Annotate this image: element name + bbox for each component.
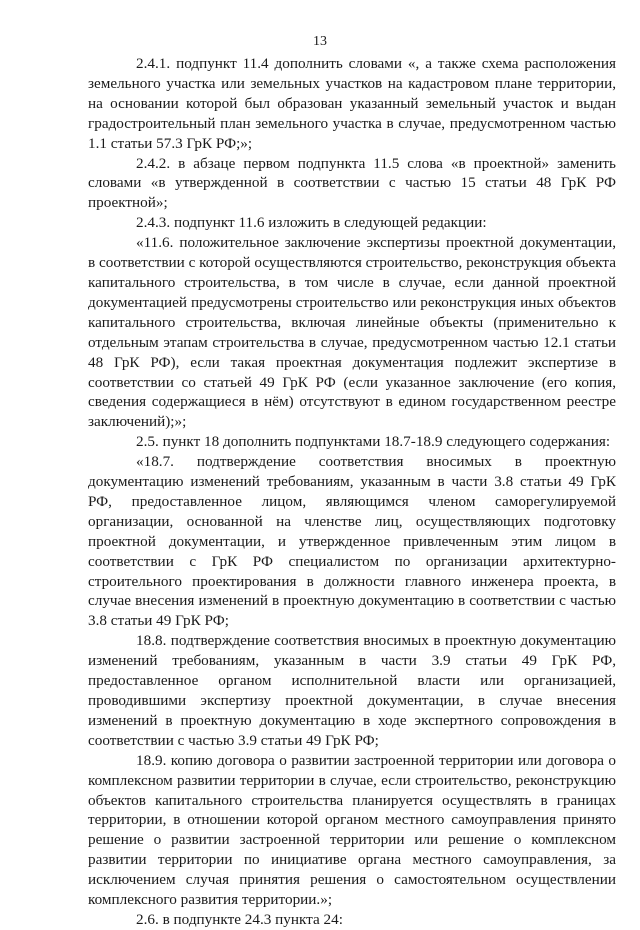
paragraph-2-6: 2.6. в подпункте 24.3 пункта 24: <box>136 910 343 928</box>
paragraph-2-4-2: 2.4.2. в абзаце первом подпункта 11.5 слова «в проектной» заменить словами «в утвержденной в соответствии с частью 15 статьи 48 ГрК РФ проектной»; <box>88 154 616 212</box>
paragraph-18-8: 18.8. подтверждение соответствия вносимых в проектную документацию изменений требованиям, указанным в части 3.9 статьи 49 ГрК РФ, предоставленное органом исполнительной власти или организацией, проводившими экспертизу проектной документации, в случае внесения изменений в проектную документацию в ходе экспертного сопровождения в соответствии с частью 3.9 статьи 49 ГрК РФ; <box>88 632 616 749</box>
paragraph-18-7: «18.7. подтверждение соответствия вносимых в проектную документацию изменений требованиям, указанным в части 3.8 статьи 49 ГрК РФ, предоставленное лицом, являющимся членом саморегулируемой организации, основанной на членстве лиц, осуществляющих подготовку проектной документации, и утвержденное привлеченным этим лицом в соответствии с ГрК РФ специалистом по организации архитектурно-строительного проектирования в должности главного инженера проекта, в случае внесения изменений в проектную документацию в соответствии с частью 3.8 статьи 49 ГрК РФ; <box>88 453 616 630</box>
paragraph-2-4-1: 2.4.1. подпункт 11.4 дополнить словами «, а также схема расположения земельного участка или земельных участков на кадастровом плане территории, на основании которой был образован указанный земельный участок и выдан градостроительный план земельного участка в случае, предусмотренном частью 1.1 статьи 57.3 ГрК РФ;»; <box>88 55 616 152</box>
paragraph-2-4-3: 2.4.3. подпункт 11.6 изложить в следующей редакции: <box>136 214 487 232</box>
document-body <box>88 54 616 930</box>
paragraph-11-6: «11.6. положительное заключение экспертизы проектной документации, в соответствии с которой осуществляются строительство, реконструкция объекта капитального строительства, в том числе в случае, если данной проектной документацией предусмотрены строительство или реконструкция иных объектов капитального строительства, включая линейные объекты (применительно к отдельным этапам строительства в случае, предусмотренном частью 12.1 статьи 48 ГрК РФ), если такая проектная документация подлежит экспертизе в соответствии со статьей 49 ГрК РФ (если указанное заключение (его копия, сведения содержащиеся в нём) отсутствуют в едином государственном реестре заключений);»; <box>88 234 616 431</box>
paragraph-18-9: 18.9. копию договора о развитии застроенной территории или договора о комплексном развитии территории в случае, если строительство, реконструкцию объектов капитального строительства планируется осуществлять в границах территории, в отношении которой органом местного самоуправления принято решение о развитии застроенной территории или решение о комплексном развитии территории по инициативе органа местного самоуправления, за исключением случая принятия решения о самостоятельном осуществлении комплексного развития территории.»; <box>88 751 616 909</box>
page-number: 13 <box>313 34 327 49</box>
paragraph-2-5: 2.5. пункт 18 дополнить подпунктами 18.7-18.9 следующего содержания: <box>136 433 611 451</box>
